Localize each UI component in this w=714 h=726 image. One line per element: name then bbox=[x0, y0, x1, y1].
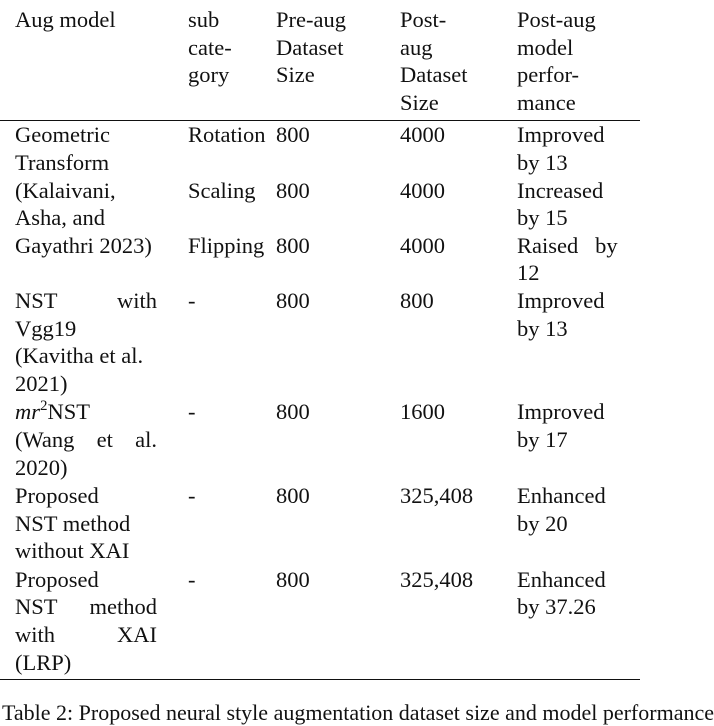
cell-perf-flipping: Raised by 12 bbox=[517, 232, 618, 286]
table-row bbox=[0, 121, 640, 177]
cell-model-mr2nst: $mr^2NST$ (Wang et al. 2020) bbox=[15, 398, 157, 480]
cell-sub-nst-vgg19: - bbox=[188, 287, 196, 313]
cell-model-geometric: Geometric Transform (Kalaivani, Asha, and Gayathri 2023) bbox=[15, 122, 152, 258]
cell-perf-proposed-no-xai: Enhanced by 20 bbox=[517, 483, 606, 536]
cell-perf-scaling: Increased by 15 bbox=[517, 177, 604, 231]
header-pre-aug-size: Pre-aug Dataset Size bbox=[276, 7, 346, 88]
cell-model-proposed-xai: Proposed NST method with XAI (LRP) bbox=[15, 566, 157, 675]
cell-sub-rotation: Rotation bbox=[188, 122, 266, 148]
cell-pre-flipping: 800 bbox=[276, 232, 310, 258]
cell-sub-scaling: Scaling bbox=[188, 177, 256, 203]
cell-model-nst-vgg19: NST with Vgg19 (Kavitha et al. 2021) bbox=[15, 287, 157, 396]
cell-pre-scaling: 800 bbox=[276, 177, 310, 203]
cell-post-flipping: 4000 bbox=[400, 232, 445, 258]
cell-sub-proposed-xai: - bbox=[188, 566, 196, 592]
cell-pre-proposed-no-xai: 800 bbox=[276, 483, 310, 509]
table-caption: Table 2: Proposed neural style augmentation dataset size and model performance bbox=[2, 700, 714, 725]
cell-model-proposed-no-xai: Proposed NST method without XAI bbox=[15, 483, 131, 564]
cell-pre-rotation: 800 bbox=[276, 122, 310, 148]
cell-post-nst-vgg19: 800 bbox=[400, 287, 434, 313]
table-row bbox=[0, 481, 640, 565]
table-row bbox=[0, 287, 640, 397]
cell-pre-mr2nst: 800 bbox=[276, 399, 310, 425]
header-post-aug-size: Post- aug Dataset Size bbox=[400, 7, 468, 115]
cell-perf-mr2nst: Improved by 17 bbox=[517, 399, 605, 452]
table-row bbox=[0, 397, 640, 481]
cell-perf-nst-vgg19: Improved by 13 bbox=[517, 287, 605, 341]
header-aug-model: Aug model bbox=[15, 7, 116, 32]
cell-post-mr2nst: 1600 bbox=[400, 399, 445, 425]
cell-sub-proposed-no-xai: - bbox=[188, 483, 196, 509]
cell-sub-mr2nst: - bbox=[188, 399, 196, 425]
cell-post-proposed-no-xai: 325,408 bbox=[400, 483, 474, 509]
cell-pre-proposed-xai: 800 bbox=[276, 566, 310, 592]
table-row bbox=[0, 565, 640, 680]
cell-post-proposed-xai: 325,408 bbox=[400, 566, 474, 592]
cell-perf-rotation: Improved by 13 bbox=[517, 122, 605, 175]
cell-post-rotation: 4000 bbox=[400, 122, 445, 148]
cell-perf-proposed-xai: Enhanced by 37.26 bbox=[517, 566, 606, 620]
table-header-row bbox=[0, 0, 640, 121]
header-sub-category: sub cate- gory bbox=[188, 7, 232, 88]
header-post-aug-performance: Post-aug model perfor- mance bbox=[517, 7, 596, 115]
cell-pre-nst-vgg19: 800 bbox=[276, 287, 310, 313]
cell-post-scaling: 4000 bbox=[400, 177, 445, 203]
cell-sub-flipping: Flipping bbox=[188, 232, 265, 258]
